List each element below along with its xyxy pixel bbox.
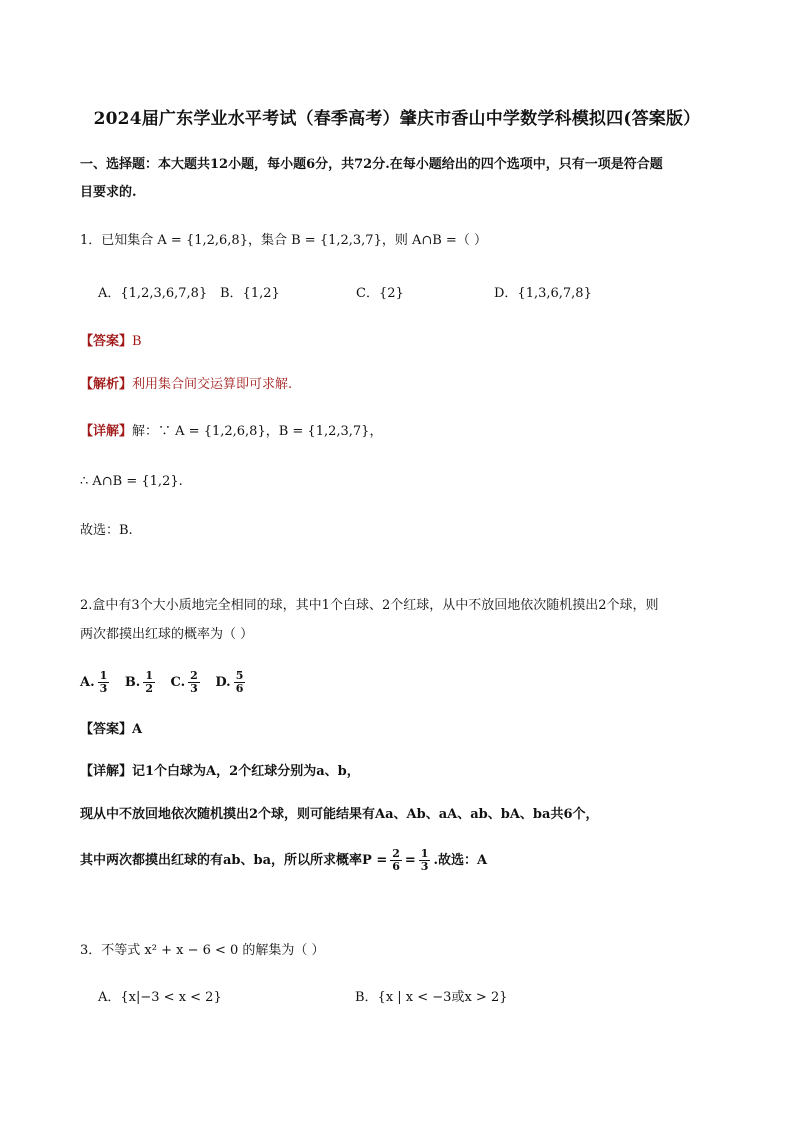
- q1-analysis-line: [80, 376, 292, 394]
- q1-detail-line2: ∴ A∩B = {1,2}.: [80, 474, 183, 489]
- q2-answer-line: [80, 721, 142, 739]
- q2-stem-line2: 两次都摸出红球的概率为（ ）: [80, 627, 254, 642]
- page-title: 2024届广东学业水平考试（春季高考）肇庆市香山中学数学科模拟四(答案版）: [93, 109, 701, 129]
- q1-choose: 故选：B.: [80, 523, 133, 538]
- detail-tag: 【详解】: [80, 424, 133, 439]
- q2-option-d: D. $\frac{5}{6}$: [215, 669, 244, 695]
- q2-option-c: C. $\frac{2}{3}$: [170, 669, 198, 695]
- q2-detail1: 记1个白球为A，2个红球分别为a、b，: [132, 764, 360, 779]
- q1-option-d: D．{1,3,6,7,8}: [494, 286, 592, 301]
- q1-analysis: 利用集合间交运算即可求解.: [132, 377, 293, 392]
- analysis-tag: 【解析】: [80, 377, 133, 392]
- q1-option-b: B．{1,2}: [220, 286, 280, 301]
- answer-tag: 【答案】: [80, 334, 133, 349]
- q1-option-c: C．{2}: [356, 286, 404, 301]
- q2-stem-line1: 2.盒中有3个大小质地完全相同的球，其中1个白球、2个红球，从中不放回地依次随机摸出2个球，则: [80, 598, 659, 613]
- detail-tag: 【详解】: [80, 764, 133, 779]
- q2-option-b: B. $\frac{1}{2}$: [124, 669, 153, 695]
- q3-stem: 3．不等式 x² + x − 6 < 0 的解集为（ ）: [80, 943, 325, 958]
- q3-option-a: A．{x|−3 < x < 2}: [98, 990, 222, 1005]
- q1-detail-line1: [80, 423, 382, 441]
- q1-answer: B: [132, 334, 142, 349]
- q2-answer: A: [132, 722, 143, 737]
- q2-detail-line3: 其中两次都摸出红球的有ab、ba，所以所求概率P = $\frac{2}{6}$ = $\frac{1}{3}$ .故选：A: [80, 847, 488, 873]
- q1-option-a: A．{1,2,3,6,7,8}: [98, 286, 208, 301]
- answer-tag: 【答案】: [80, 722, 133, 737]
- q2-detail-line1: [80, 763, 360, 781]
- q3-option-b: B．{x | x < −3或x > 2}: [355, 990, 508, 1005]
- section-instruction-line2: 目要求的.: [80, 185, 137, 200]
- q2-detail-line2: 现从中不放回地依次随机摸出2个球，则可能结果有Aa、Ab、aA、ab、bA、ba共6个，: [80, 807, 599, 822]
- q2-options: [80, 670, 248, 696]
- section-instruction-line1: 一、选择题：本大题共12小题，每小题6分，共72分.在每小题给出的四个选项中，只有一项是符合题: [80, 157, 663, 172]
- q1-stem: 1．已知集合 A = {1,2,6,8}，集合 B = {1,2,3,7}，则 A∩B =（ ）: [80, 233, 487, 248]
- q1-detail1: 解：∵ A = {1,2,6,8}，B = {1,2,3,7}，: [132, 424, 383, 439]
- q1-answer-line: [80, 333, 142, 351]
- q2-option-a: A. $\frac{1}{3}$: [80, 669, 108, 695]
